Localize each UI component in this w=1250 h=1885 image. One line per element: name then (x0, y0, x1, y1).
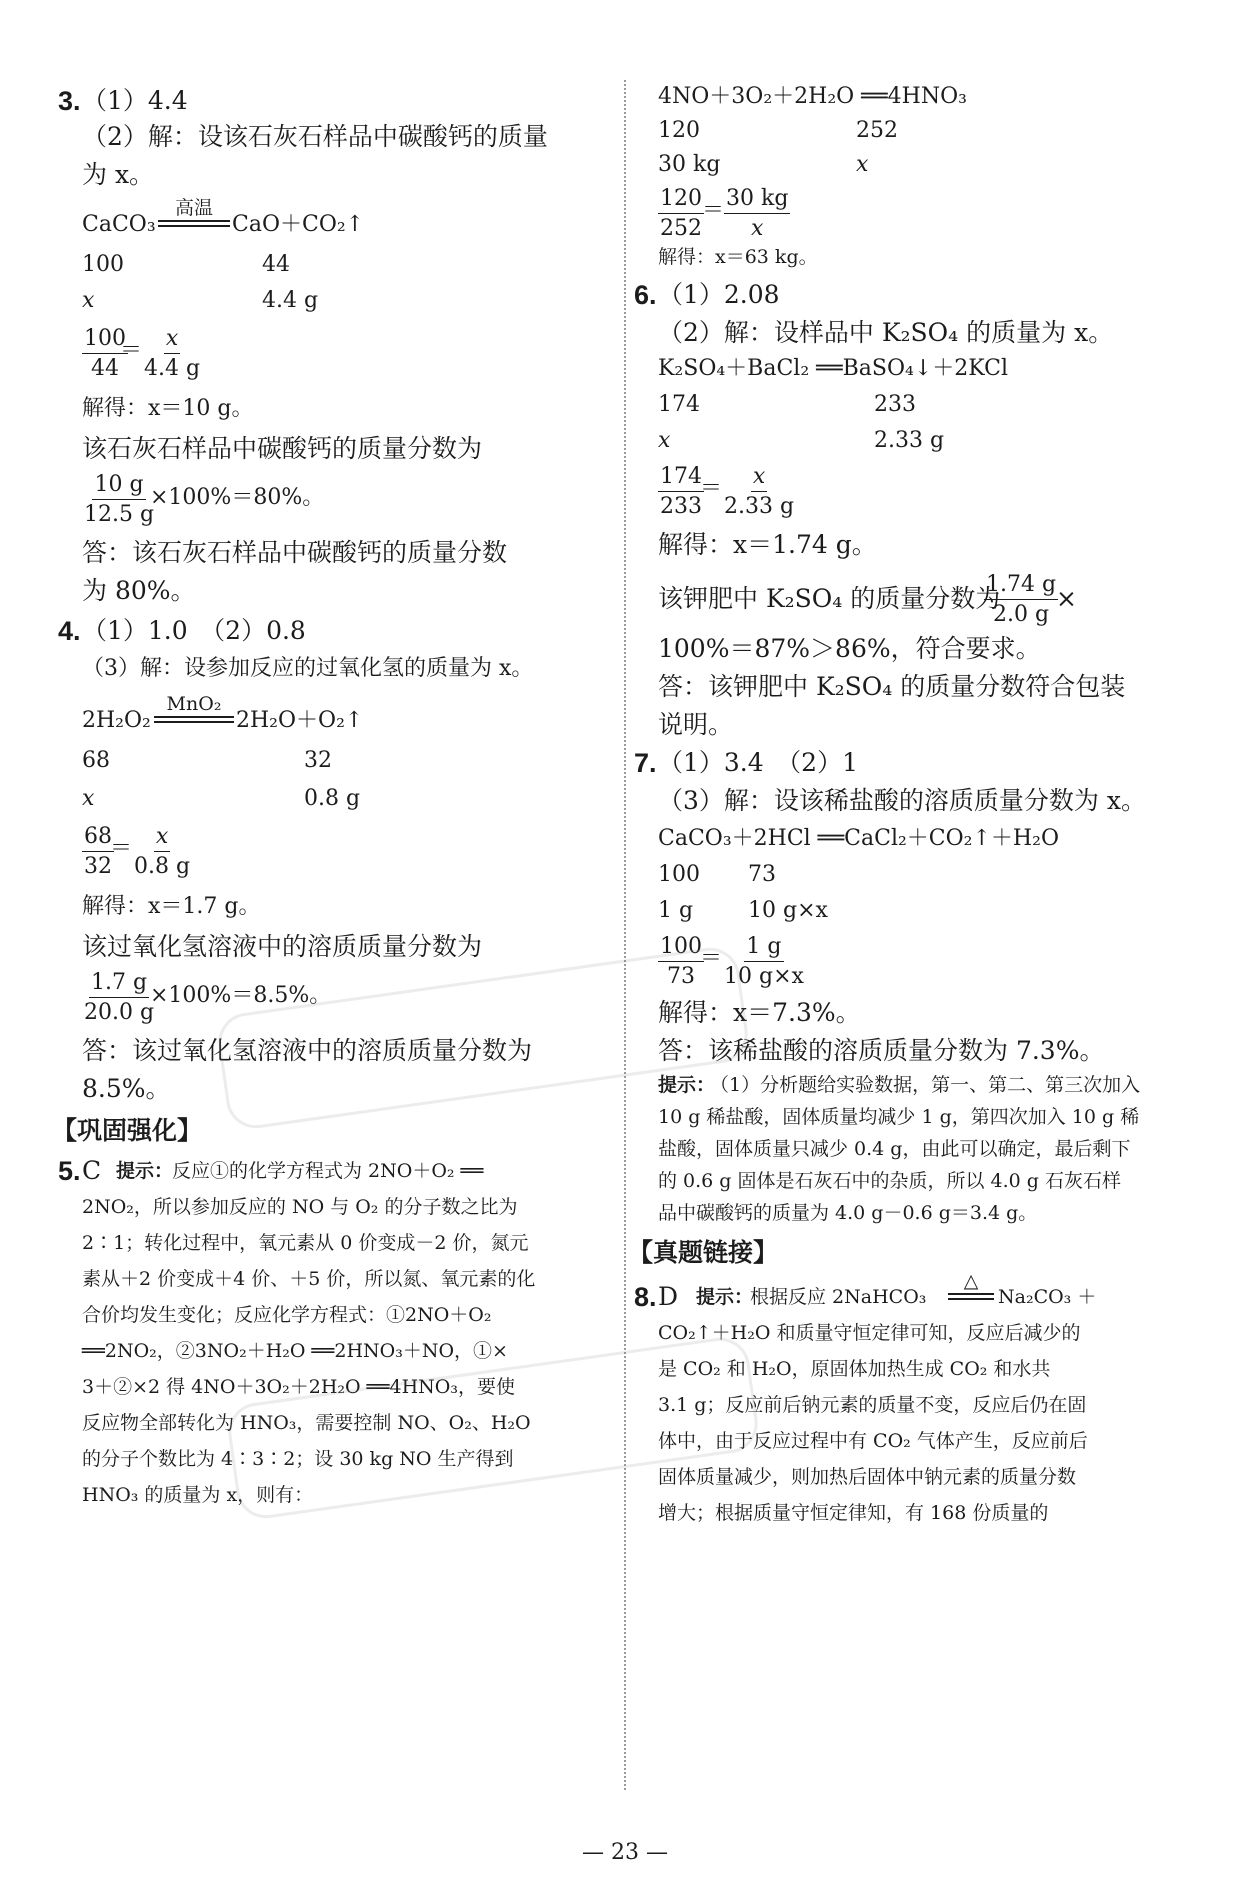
q7-answer: 答：该稀盐酸的溶质质量分数为 7.3%。 (658, 1036, 1105, 1065)
q5-fraction-1: $\frac{120}{252}$ (660, 186, 702, 242)
q7-hint-line: 的 0.6 g 固体是石灰石中的杂质，所以 4.0 g 石灰石样 (658, 1170, 1121, 1192)
q7-number: 7. (634, 748, 657, 778)
q3-answer-line1: 答：该石灰石样品中碳酸钙的质量分数 (82, 538, 508, 567)
q3-part2-line2: 为 x。 (82, 160, 155, 189)
q3-solve: 解得：x＝10 g。 (82, 396, 254, 421)
q6-molar-2: 233 (874, 392, 916, 417)
q7-parts12: （1）3.4 （2）1 (658, 748, 858, 777)
q5-value-1: 30 kg (658, 152, 721, 177)
q3-answer-line2: 为 80%。 (82, 576, 196, 605)
q3-percent-line: 该石灰石样品中碳酸钙的质量分数为 (82, 434, 483, 463)
q6-number: 6. (634, 280, 657, 310)
q8-hint-first: 根据反应 2NaHCO₃ (750, 1286, 927, 1308)
q7-molar-1: 100 (658, 862, 700, 887)
q5-hint-line: 反应物全部转化为 HNO₃，需要控制 NO、O₂、H₂O (82, 1412, 531, 1434)
q7-fraction-1: $\frac{100}{73}$ (660, 934, 702, 990)
q6-part2: （2）解：设样品中 K₂SO₄ 的质量为 x。 (658, 318, 1114, 347)
q5-hint-line: 素从＋2 价变成＋4 价、＋5 价，所以氮、氧元素的化 (82, 1268, 536, 1290)
q3-molar-1: 100 (82, 252, 124, 277)
q6-answer-line1: 答：该钾肥中 K₂SO₄ 的质量分数符合包装 (658, 672, 1126, 701)
q7-molar-2: 73 (748, 862, 776, 887)
watermark-shape (224, 1334, 761, 1522)
q7-hint-line: 10 g 稀盐酸，固体质量均减少 1 g，第四次加入 10 g 稀 (658, 1106, 1140, 1128)
q4-molar-2: 32 (304, 748, 332, 773)
q5-hint-line: HNO₃ 的质量为 x，则有： (82, 1484, 314, 1506)
q4-percent-fraction: $\frac{1.7 g}{20.0 g}$ (84, 970, 155, 1026)
q7-fraction-2: $\frac{1 g}{10 g\times x}$ (724, 934, 804, 990)
q8-answer: D (658, 1282, 679, 1311)
q3-percent-fraction: $\frac{10 g}{12.5 g}$ (84, 472, 155, 528)
q7-hint-line: 品中碳酸钙的质量为 4.0 g－0.6 g＝3.4 g。 (658, 1202, 1038, 1224)
q8-hint-line: CO₂↑＋H₂O 和质量守恒定律可知，反应后减少的 (658, 1322, 1081, 1344)
q4-percent-result: ×100%＝8.5%。 (150, 983, 332, 1008)
q7-value-1: 1 g (658, 898, 694, 923)
q8-number: 8. (634, 1282, 657, 1312)
q5-number: 5. (58, 1156, 81, 1186)
q6-solve: 解得：x＝1.74 g。 (658, 530, 877, 559)
column-divider (624, 80, 626, 1790)
section-heading-real-exam: 【真题链接】 (628, 1238, 779, 1267)
q3-part1: （1）4.4 (82, 86, 188, 115)
q5-molar-1: 120 (658, 118, 700, 143)
q3-fraction-2: $\frac{x}{4.4 g}$ (144, 326, 201, 382)
q3-eq-right: CaO＋CO₂↑ (232, 212, 365, 237)
q5-value-2: x (856, 152, 869, 177)
q6-percent-times: × (1056, 584, 1077, 613)
q7-solve: 解得：x＝7.3%。 (658, 998, 861, 1027)
q8-hint-line: 固体质量减少，则加热后固体中钠元素的质量分数 (658, 1466, 1077, 1488)
q6-answer-line2: 说明。 (658, 710, 734, 739)
q7-hint-line: （1）分析题给实验数据，第一、第二、第三次加入 (710, 1074, 1141, 1096)
q8-hint-line: 体中，由于反应过程中有 CO₂ 气体产生，反应前后 (658, 1430, 1088, 1452)
q4-number: 4. (58, 616, 81, 646)
q4-eq-left: 2H₂O₂ (82, 708, 151, 733)
q5-molar-2: 252 (856, 118, 898, 143)
q5-fraction-2: $\frac{30 kg}{x}$ (726, 186, 789, 242)
q4-solve: 解得：x＝1.7 g。 (82, 894, 261, 919)
q6-percent-fraction: $\frac{1.74 g}{2.0 g}$ (986, 572, 1057, 628)
q7-hint-label: 提示： (658, 1074, 716, 1096)
q7-fraction-equals: ＝ (700, 946, 723, 971)
watermark-shape (214, 944, 751, 1132)
q6-part1: （1）2.08 (658, 280, 780, 309)
q4-value-2: 0.8 g (304, 786, 361, 811)
q3-value-1: x (82, 288, 95, 313)
q4-part3: （3）解：设参加反应的过氧化氢的质量为 x。 (82, 656, 534, 681)
q5-hint-line: 2NO₂，所以参加反应的 NO 与 O₂ 的分子数之比为 (82, 1196, 518, 1218)
q4-percent-line: 该过氧化氢溶液中的溶质质量分数为 (82, 932, 483, 961)
q3-eq-condition: 高温 (158, 199, 230, 227)
q4-eq-condition: MnO₂ (154, 695, 234, 723)
q5-equation: 4NO＋3O₂＋2H₂O ══4HNO₃ (658, 84, 967, 109)
q5-hint-line: 3＋②×2 得 4NO＋3O₂＋2H₂O ══4HNO₃，要使 (82, 1376, 515, 1398)
q5-hint-label: 提示： (116, 1160, 174, 1182)
q7-equation: CaCO₃＋2HCl ══CaCl₂＋CO₂↑＋H₂O (658, 826, 1059, 851)
section-heading-consolidate: 【巩固强化】 (52, 1116, 203, 1145)
q3-eq-left: CaCO₃ (82, 212, 156, 237)
q3-value-2: 4.4 g (262, 288, 319, 313)
q3-fraction-equals: ＝ (120, 338, 143, 363)
q7-hint-line: 盐酸，固体质量只减少 0.4 g，由此可以确定，最后剩下 (658, 1138, 1131, 1160)
q6-fraction-1: $\frac{174}{233}$ (660, 464, 702, 520)
q7-part3: （3）解：设该稀盐酸的溶质质量分数为 x。 (658, 786, 1146, 815)
q5-hint-line: 反应①的化学方程式为 2NO＋O₂ ══ (172, 1160, 484, 1182)
q3-fraction-1: $\frac{100}{44}$ (84, 326, 126, 382)
q6-equation: K₂SO₄＋BaCl₂ ══BaSO₄↓＋2KCl (658, 356, 1008, 381)
q5-hint-line: 的分子个数比为 4∶3∶2；设 30 kg NO 生产得到 (82, 1448, 514, 1470)
q4-fraction-equals: ＝ (110, 836, 133, 861)
q6-percent-line: 该钾肥中 K₂SO₄ 的质量分数为 (658, 584, 1001, 613)
q6-percent-conclusion: 100%＝87%＞86%，符合要求。 (658, 634, 1041, 663)
q8-eq-condition: △ (948, 1272, 994, 1300)
q8-hint-line: 3.1 g；反应前后钠元素的质量不变，反应后仍在固 (658, 1394, 1087, 1416)
q4-eq-right: 2H₂O＋O₂↑ (236, 708, 364, 733)
q7-value-2: 10 g×x (748, 898, 828, 923)
q6-value-1: x (658, 428, 671, 453)
q3-number: 3. (58, 86, 81, 116)
q8-hint-line: 增大；根据质量守恒定律知，有 168 份质量的 (658, 1502, 1049, 1524)
q4-fraction-1: $\frac{68}{32}$ (84, 824, 112, 880)
q5-hint-line: 2∶1；转化过程中，氧元素从 0 价变成－2 价，氮元 (82, 1232, 529, 1254)
q8-hint-label: 提示： (696, 1286, 754, 1308)
q4-molar-1: 68 (82, 748, 110, 773)
q8-hint-first-tail: Na₂CO₃ ＋ (998, 1286, 1097, 1308)
page-footer: — 23 — (582, 1840, 668, 1865)
q5-hint-line: 合价均发生变化；反应化学方程式：①2NO＋O₂ (82, 1304, 492, 1326)
q3-part2-line1: （2）解：设该石灰石样品中碳酸钙的质量 (82, 122, 548, 151)
q6-molar-1: 174 (658, 392, 700, 417)
q4-answer-line1: 答：该过氧化氢溶液中的溶质质量分数为 (82, 1036, 533, 1065)
q4-fraction-2: $\frac{x}{0.8 g}$ (134, 824, 191, 880)
q3-percent-result: ×100%＝80%。 (150, 485, 325, 510)
page-number: 23 (611, 1840, 639, 1865)
q5-fraction-equals: ＝ (702, 198, 725, 223)
q5-answer: C (82, 1156, 102, 1185)
q5-hint-line: ══2NO₂，②3NO₂＋H₂O ══2HNO₃＋NO，①× (82, 1340, 508, 1362)
q6-value-2: 2.33 g (874, 428, 945, 453)
q6-fraction-equals: ＝ (700, 476, 723, 501)
q4-parts12: （1）1.0 （2）0.8 (82, 616, 306, 645)
q4-answer-line2: 8.5%。 (82, 1074, 171, 1103)
q3-molar-2: 44 (262, 252, 290, 277)
q4-value-1: x (82, 786, 95, 811)
q8-hint-line: 是 CO₂ 和 H₂O，原固体加热生成 CO₂ 和水共 (658, 1358, 1051, 1380)
q6-fraction-2: $\frac{x}{2.33 g}$ (724, 464, 795, 520)
q5-solve: 解得：x＝63 kg。 (658, 246, 818, 268)
